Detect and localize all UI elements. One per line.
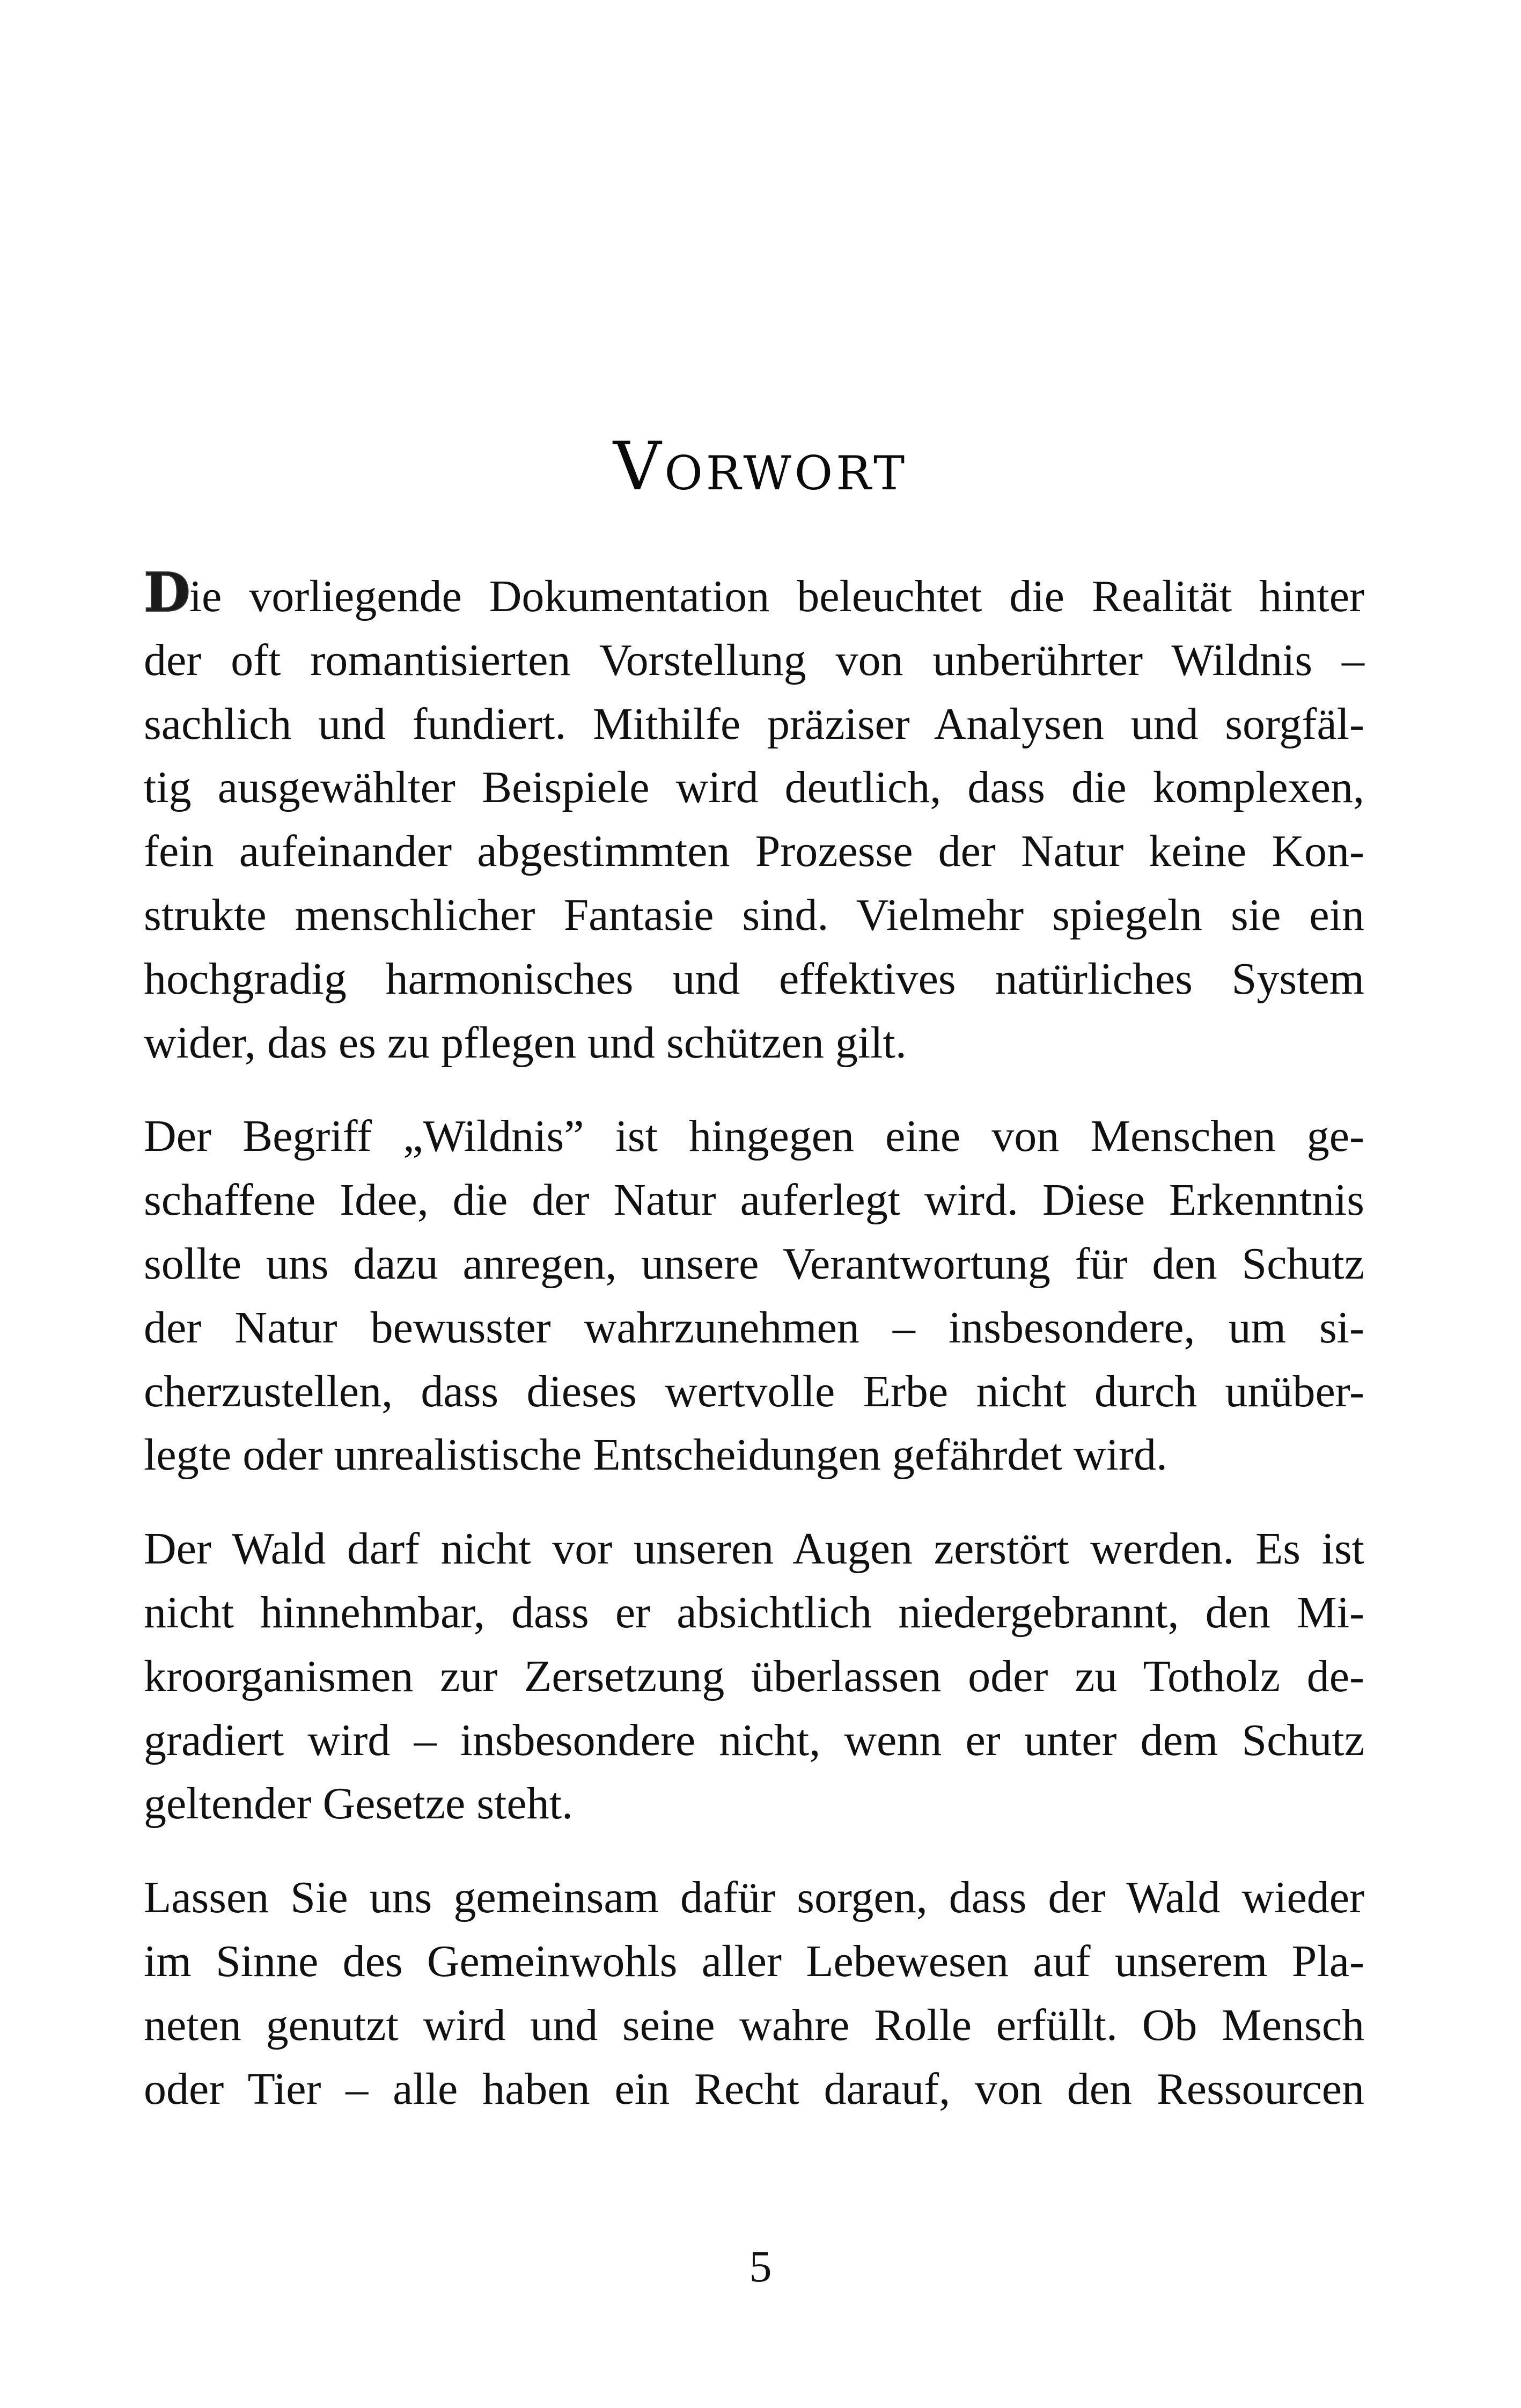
text-line: der Natur bewusster wahrzunehmen – insbesondere, um si- — [144, 1302, 1364, 1353]
text-line: nicht hinnehmbar, dass er absichtlich niedergebrannt, den Mi- — [144, 1587, 1364, 1638]
text-line: Der Wald darf nicht vor unseren Augen zerstört werden. Es ist — [144, 1524, 1364, 1574]
text-line: wider, das es zu pflegen und schützen gilt. — [144, 1017, 907, 1068]
text-line: geltender Gesetze steht. — [144, 1779, 573, 1829]
text-line: tig ausgewählter Beispiele wird deutlich, dass die komplexen, — [144, 762, 1364, 813]
text-line: fein aufeinander abgestimmten Prozesse der Natur keine Kon- — [144, 826, 1364, 877]
paragraph-2 — [144, 1105, 1364, 1487]
text-line: sachlich und fundiert. Mithilfe präziser Analysen und sorgfäl- — [144, 699, 1364, 749]
paragraph-3 — [144, 1517, 1364, 1836]
text-line: im Sinne des Gemeinwohls aller Lebewesen auf unserem Pla- — [144, 1936, 1364, 1986]
text-line: der oft romantisierten Vorstellung von unberührter Wildnis – — [144, 635, 1364, 685]
text-line: cherzustellen, dass dieses wertvolle Erbe nicht durch unüber- — [144, 1366, 1364, 1416]
text-line: schaffene Idee, die der Natur auferlegt wird. Diese Erkenntnis — [144, 1175, 1364, 1225]
paragraph-4 — [144, 1866, 1364, 2121]
text-line: sollte uns dazu anregen, unsere Verantwortung für den Schutz — [144, 1238, 1364, 1289]
text-line: legte oder unrealistische Entscheidungen gefährdet wird. — [144, 1430, 1167, 1480]
paragraph-1 — [144, 561, 1364, 1075]
text-line: Lassen Sie uns gemeinsam dafür sorgen, dass der Wald wieder — [144, 1873, 1364, 1923]
text-line: Der Begriff „Wildnis” ist hingegen eine von Menschen ge- — [144, 1111, 1364, 1162]
text-line: Die vorliegende Dokumentation beleuchtet die Realität hinter — [144, 561, 1364, 624]
dropcap: D — [144, 561, 189, 624]
text-line: strukte menschlicher Fantasie sind. Vielmehr spiegeln sie ein — [144, 890, 1364, 940]
text-line: kroorganismen zur Zersetzung überlassen oder zu Totholz de- — [144, 1651, 1364, 1701]
text-line: oder Tier – alle haben ein Recht darauf, von den Ressourcen — [144, 2064, 1364, 2114]
text-line: gradiert wird – insbesondere nicht, wenn er unter dem Schutz — [144, 1715, 1364, 1765]
text-line: neten genutzt wird und seine wahre Rolle erfüllt. Ob Mensch — [144, 2000, 1364, 2050]
text-line: hochgradig harmonisches und effektives natürliches System — [144, 953, 1364, 1004]
body-text — [144, 561, 1364, 2151]
page-number: 5 — [749, 2242, 772, 2292]
chapter-title: Vorwort — [613, 428, 908, 505]
